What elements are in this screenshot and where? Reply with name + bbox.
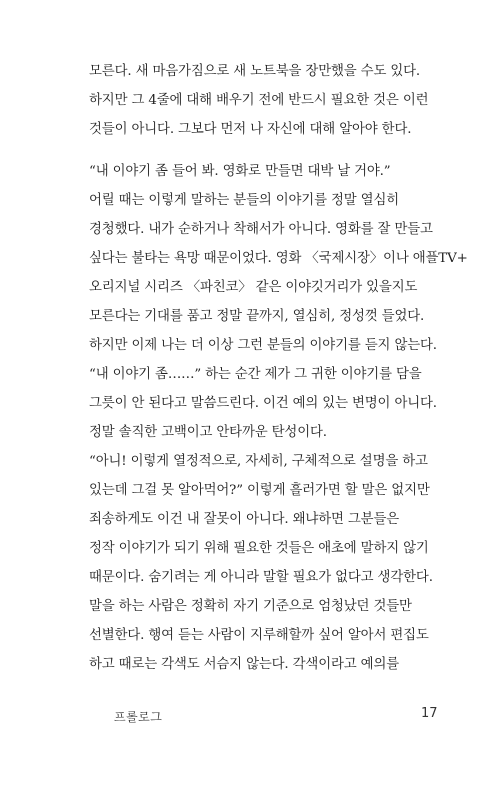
- text-line: 선별한다. 행여 듣는 사람이 지루해할까 싶어 알아서 편집도: [89, 628, 429, 643]
- text-line: 싶다는 불타는 욕망 때문이었다. 영화 〈국제시장〉이나 애플TV+: [89, 251, 468, 266]
- text-line: 모른다. 새 마음가짐으로 새 노트북을 장만했을 수도 있다.: [89, 64, 421, 79]
- running-footer-title: 프롤로그: [114, 710, 163, 724]
- text-line: 정말 솔직한 고백이고 안타까운 탄성이다.: [89, 425, 327, 440]
- text-line: 모른다는 기대를 품고 정말 끝까지, 열심히, 정성껏 들었다.: [89, 309, 425, 324]
- text-line: 정작 이야기가 되기 위해 필요한 것들은 애초에 말하지 않기: [89, 541, 429, 556]
- text-line: “내 이야기 좀……” 하는 순간 제가 그 귀한 이야기를 담을: [89, 367, 422, 382]
- text-line: 경청했다. 내가 순하거나 착해서가 아니다. 영화를 잘 만들고: [89, 222, 433, 237]
- text-line: 하고 때로는 각색도 서슴지 않는다. 각색이라고 예의를: [89, 657, 400, 672]
- text-line: “아니! 이렇게 열정적으로, 자세히, 구체적으로 설명을 하고: [89, 454, 428, 469]
- text-line: 오리지널 시리즈 〈파친코〉 같은 이야깃거리가 있을지도: [89, 280, 418, 295]
- text-line: 때문이다. 숨기려는 게 아니라 말할 필요가 없다고 생각한다.: [89, 570, 433, 585]
- text-line: 죄송하게도 이건 내 잘못이 아니다. 왜냐하면 그분들은: [89, 512, 400, 527]
- paragraph-2: [89, 157, 468, 679]
- text-line: 것들이 아니다. 그보다 먼저 나 자신에 대해 알아야 한다.: [89, 122, 412, 137]
- paragraph-1: [89, 57, 434, 144]
- text-line: 하지만 이제 나는 더 이상 그런 분들의 이야기를 듣지 않는다.: [89, 338, 437, 353]
- page-number: 17: [421, 706, 438, 721]
- text-line: 있는데 그걸 못 알아먹어?” 이렇게 흘러가면 할 말은 없지만: [89, 483, 430, 498]
- text-line: 말을 하는 사람은 정확히 자기 기준으로 엄청났던 것들만: [89, 599, 412, 614]
- text-line: 그릇이 안 된다고 말씀드린다. 이건 예의 있는 변명이 아니다.: [89, 396, 437, 411]
- text-line: 어릴 때는 이렇게 말하는 분들의 이야기를 정말 열심히: [89, 193, 400, 208]
- text-line: 하지만 그 4줄에 대해 배우기 전에 반드시 필요한 것은 이런: [89, 93, 429, 108]
- text-line: “내 이야기 좀 들어 봐. 영화로 만들면 대박 날 거야.”: [89, 164, 391, 179]
